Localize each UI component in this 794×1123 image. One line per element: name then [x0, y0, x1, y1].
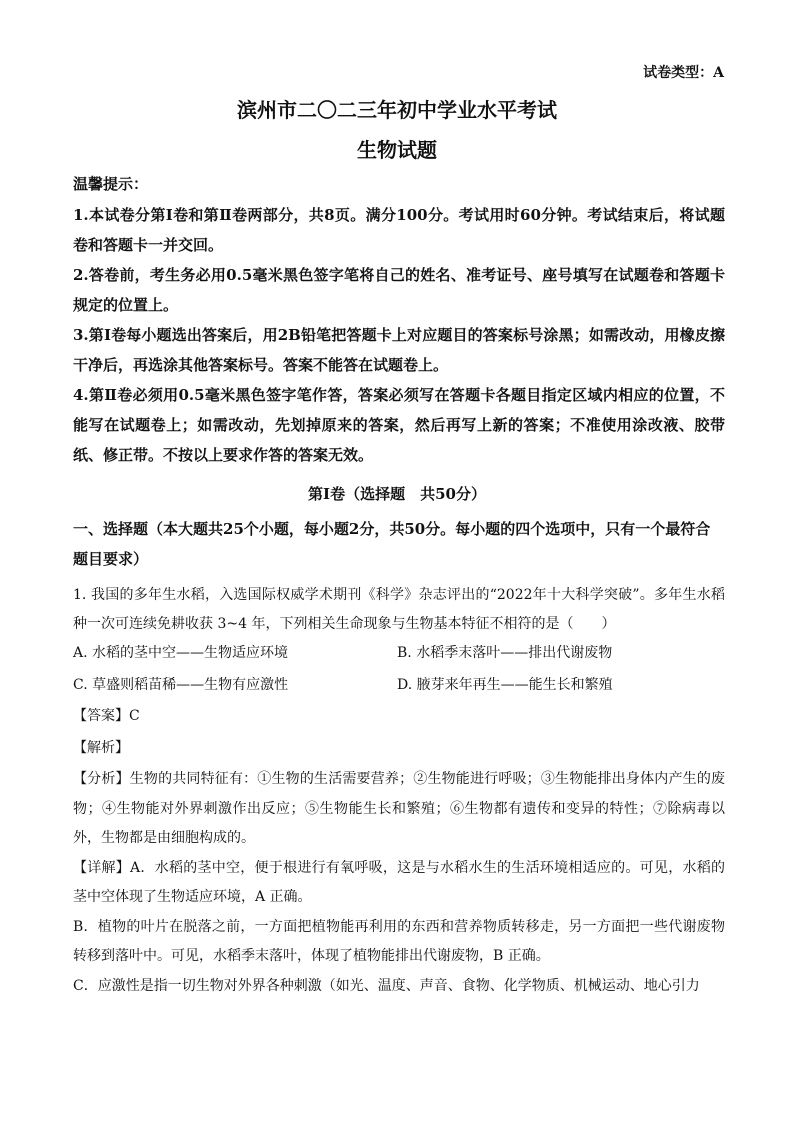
tips-list — [73, 200, 725, 470]
analysis-paragraph: 【详解】A．水稻的茎中空，便于根进行有氧呼吸，这是与水稻水生的生活环境相适应的。可见，水稻的茎中空体现了生物适应环境，A 正确。 — [73, 859, 725, 905]
analysis-paragraph: B．植物的叶片在脱落之前，一方面把植物能再利用的东西和营养物质转移走，另一方面把一些代谢废物转移到落叶中。可见，水稻季末落叶，体现了植物能排出代谢废物，B 正确。 — [73, 918, 725, 964]
tips-label: 温馨提示： — [73, 175, 149, 193]
option-a: A. 水稻的茎中空——生物适应环境 — [73, 645, 289, 661]
option-b: B. 水稻季末落叶——排出代谢废物 — [397, 645, 613, 661]
analysis-paragraph: 【分析】生物的共同特征有：①生物的生活需要营养；②生物能进行呼吸；③生物能排出身体内产生的废物；④生物能对外界刺激作出反应；⑤生物能生长和繁殖；⑥生物都有遗传和变异的特性；⑦除病毒以外，生物都是由细胞构成的。 — [73, 771, 725, 846]
page-title: 滨州市二〇二三年初中学业水平考试 — [237, 98, 557, 122]
tip-item: 2.答卷前，考生务必用0.5毫米黑色签字笔将自己的姓名、准考证号、座号填写在试题卷和答题卡规定的位置上。 — [73, 266, 725, 314]
section-title-text: 一、选择题（本大题共25个小题，每小题2分，共50分。每小题的四个选项中，只有一个最符合题目要求） — [73, 520, 711, 568]
volume-header: 第Ⅰ卷（选择题 共50分） — [308, 485, 486, 503]
tip-item: 3.第Ⅰ卷每小题选出答案后，用2B铅笔把答题卡上对应题目的答案标号涂黑；如需改动，用橡皮擦干净后，再选涂其他答案标号。答案不能答在试题卷上。 — [73, 326, 725, 374]
answer-label: 【答案】C — [73, 708, 140, 724]
exam-type-label: 试卷类型：A — [643, 65, 724, 81]
analysis-label: 【解析】 — [73, 740, 129, 756]
section-title — [73, 514, 725, 574]
tip-item: 1.本试卷分第Ⅰ卷和第Ⅱ卷两部分，共8页。满分100分。考试用时60分钟。考试结束后，将试题卷和答题卡一并交回。 — [73, 206, 725, 254]
question-stem-text: 1. 我国的多年生水稻，入选国际权威学术期刊《科学》杂志评出的“2022年十大科学突破”。多年生水稻种一次可连续免耕收获 3~4 年，下列相关生命现象与生物基本特征不相符的是（ ） — [73, 587, 725, 632]
tip-item: 4.第Ⅱ卷必须用0.5毫米黑色签字笔作答，答案必须写在答题卡各题目指定区域内相应的位置，不能写在试题卷上；如需改动，先划掉原来的答案，然后再写上新的答案；不准使用涂改液、胶带纸、修正带。不按以上要求作答的答案无效。 — [73, 386, 725, 464]
option-c: C. 草盛则稻苗稀——生物有应激性 — [73, 677, 289, 693]
question-stem — [73, 581, 725, 639]
page-subtitle: 生物试题 — [357, 138, 437, 162]
option-d: D. 腋芽来年再生——能生长和繁殖 — [397, 677, 613, 693]
analysis-paragraph: C．应激性是指一切生物对外界各种刺激（如光、温度、声音、食物、化学物质、机械运动、地心引力 — [73, 977, 700, 994]
analysis-body — [73, 765, 725, 1001]
